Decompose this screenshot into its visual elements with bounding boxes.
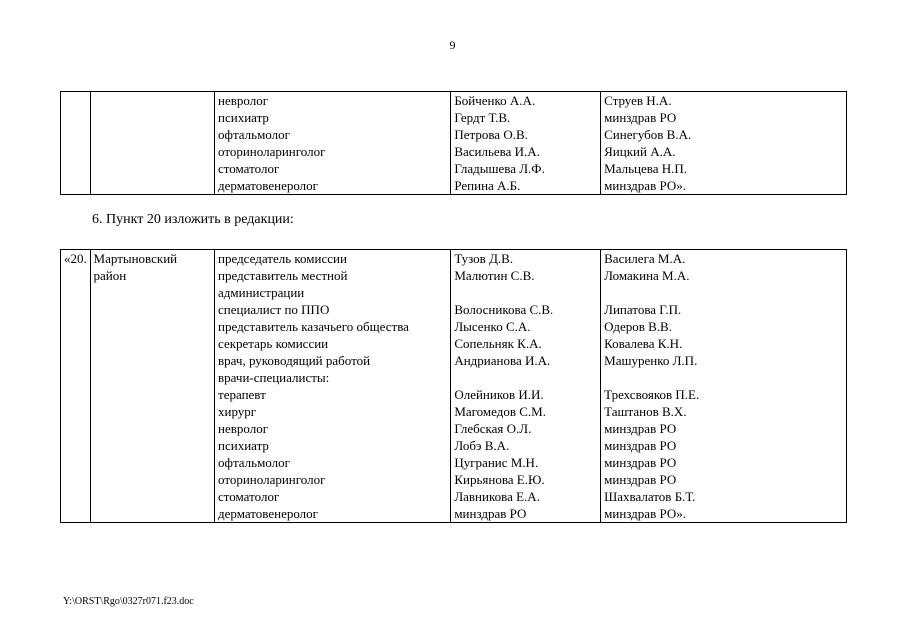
main-member-line: Кирьянова Е.Ю. (454, 472, 545, 487)
position-line: офтальмолог (218, 455, 290, 470)
position-line: оториноларинголог (218, 144, 326, 159)
main-member-line: Магомедов С.М. (454, 404, 546, 419)
district-cell (90, 250, 214, 523)
reserve-member-line: минздрав РО (604, 472, 677, 487)
district-cell (90, 92, 214, 195)
district-line (94, 92, 211, 109)
reserve-member-line: минздрав РО». (604, 506, 686, 521)
reserve-member-line: Ломакина М.А. (604, 268, 690, 283)
position-line: представитель казачьего общества (218, 319, 409, 334)
main-member-line: Гердт Т.В. (454, 110, 511, 125)
reserve-member-line: Таштанов В.Х. (604, 404, 687, 419)
table-row (61, 92, 847, 195)
position-line: врач, руководящий работой (218, 353, 371, 368)
main-member-line: Гладышева Л.Ф. (454, 161, 545, 176)
position-line: стоматолог (218, 161, 280, 176)
position-line: председатель комиссии (218, 251, 347, 266)
reserve-member-cell (601, 92, 847, 195)
reserve-member-line: минздрав РО (604, 421, 677, 436)
position-line: терапевт (218, 387, 266, 402)
reserve-member-line: Ковалева К.Н. (604, 336, 683, 351)
main-member-line: Малютин С.В. (454, 268, 535, 283)
commission-table-item-20 (60, 249, 847, 523)
reserve-member-line: Трехсвояков П.Е. (604, 387, 700, 402)
number-cell (61, 92, 91, 195)
main-member-line: Бойченко А.А. (454, 93, 536, 108)
reserve-member-line: Яицкий А.А. (604, 144, 676, 159)
position-line: врачи-специалисты: (218, 370, 330, 385)
main-member-line (454, 284, 597, 301)
reserve-member-line: минздрав РО». (604, 178, 686, 193)
position-cell (215, 92, 451, 195)
reserve-member-line: минздрав РО (604, 438, 677, 453)
reserve-member-line: Одеров В.В. (604, 319, 672, 334)
position-cell (215, 250, 451, 523)
reserve-member-line: минздрав РО (604, 110, 677, 125)
reserve-member-line (604, 284, 843, 301)
position-line: психиатр (218, 110, 269, 125)
main-member-cell (451, 92, 601, 195)
commission-table-continued (60, 91, 847, 195)
position-line: невролог (218, 93, 269, 108)
main-member-line: Волосникова С.В. (454, 302, 554, 317)
main-member-line: Андрианова И.А. (454, 353, 551, 368)
position-line: стоматолог (218, 489, 280, 504)
reserve-member-line: Василега М.А. (604, 251, 686, 266)
main-member-line: Тузов Д.В. (454, 251, 514, 266)
position-line: секретарь комиссии (218, 336, 329, 351)
reserve-member-line: Машуренко Л.П. (604, 353, 698, 368)
item-number: «20. (64, 251, 87, 266)
reserve-member-line (604, 369, 843, 386)
position-line: хирург (218, 404, 257, 419)
main-member-line: Олейников И.И. (454, 387, 544, 402)
district-line: Мартыновский (93, 251, 178, 266)
reserve-member-line: минздрав РО (604, 455, 677, 470)
reserve-member-cell (601, 250, 847, 523)
position-line: специалист по ППО (218, 302, 330, 317)
position-line: представитель местной (218, 268, 348, 283)
table-row (61, 250, 847, 523)
main-member-line: Сопельняк К.А. (454, 336, 542, 351)
amendment-paragraph: 6. Пункт 20 изложить в редакции: (92, 212, 294, 227)
position-line: оториноларинголог (218, 472, 326, 487)
number-cell (61, 250, 91, 523)
position-line: администрации (218, 285, 305, 300)
position-line: психиатр (218, 438, 269, 453)
main-member-cell (451, 250, 601, 523)
main-member-line: Лысенко С.А. (454, 319, 531, 334)
position-line: дерматовенеролог (218, 506, 318, 521)
number-line (64, 92, 87, 109)
reserve-member-line: Шахвалатов Б.Т. (604, 489, 696, 504)
main-member-line (454, 369, 597, 386)
file-path-footer: Y:\ORST\Rgo\0327r071.f23.doc (63, 596, 194, 607)
main-member-line: Петрова О.В. (454, 127, 528, 142)
reserve-member-line: Синегубов В.А. (604, 127, 692, 142)
district-line: район (93, 268, 127, 283)
reserve-member-line: Липатова Г.П. (604, 302, 682, 317)
reserve-member-line: Струев Н.А. (604, 93, 672, 108)
reserve-member-line: Мальцева Н.П. (604, 161, 687, 176)
page-number: 9 (449, 38, 456, 52)
main-member-line: минздрав РО (454, 506, 527, 521)
main-member-line: Васильева И.А. (454, 144, 540, 159)
position-line: офтальмолог (218, 127, 290, 142)
main-member-line: Цугранис М.Н. (454, 455, 539, 470)
main-member-line: Лобэ В.А. (454, 438, 510, 453)
main-member-line: Лавникова Е.А. (454, 489, 540, 504)
position-line: невролог (218, 421, 269, 436)
main-member-line: Репина А.Б. (454, 178, 521, 193)
position-line: дерматовенеролог (218, 178, 318, 193)
main-member-line: Глебская О.Л. (454, 421, 532, 436)
